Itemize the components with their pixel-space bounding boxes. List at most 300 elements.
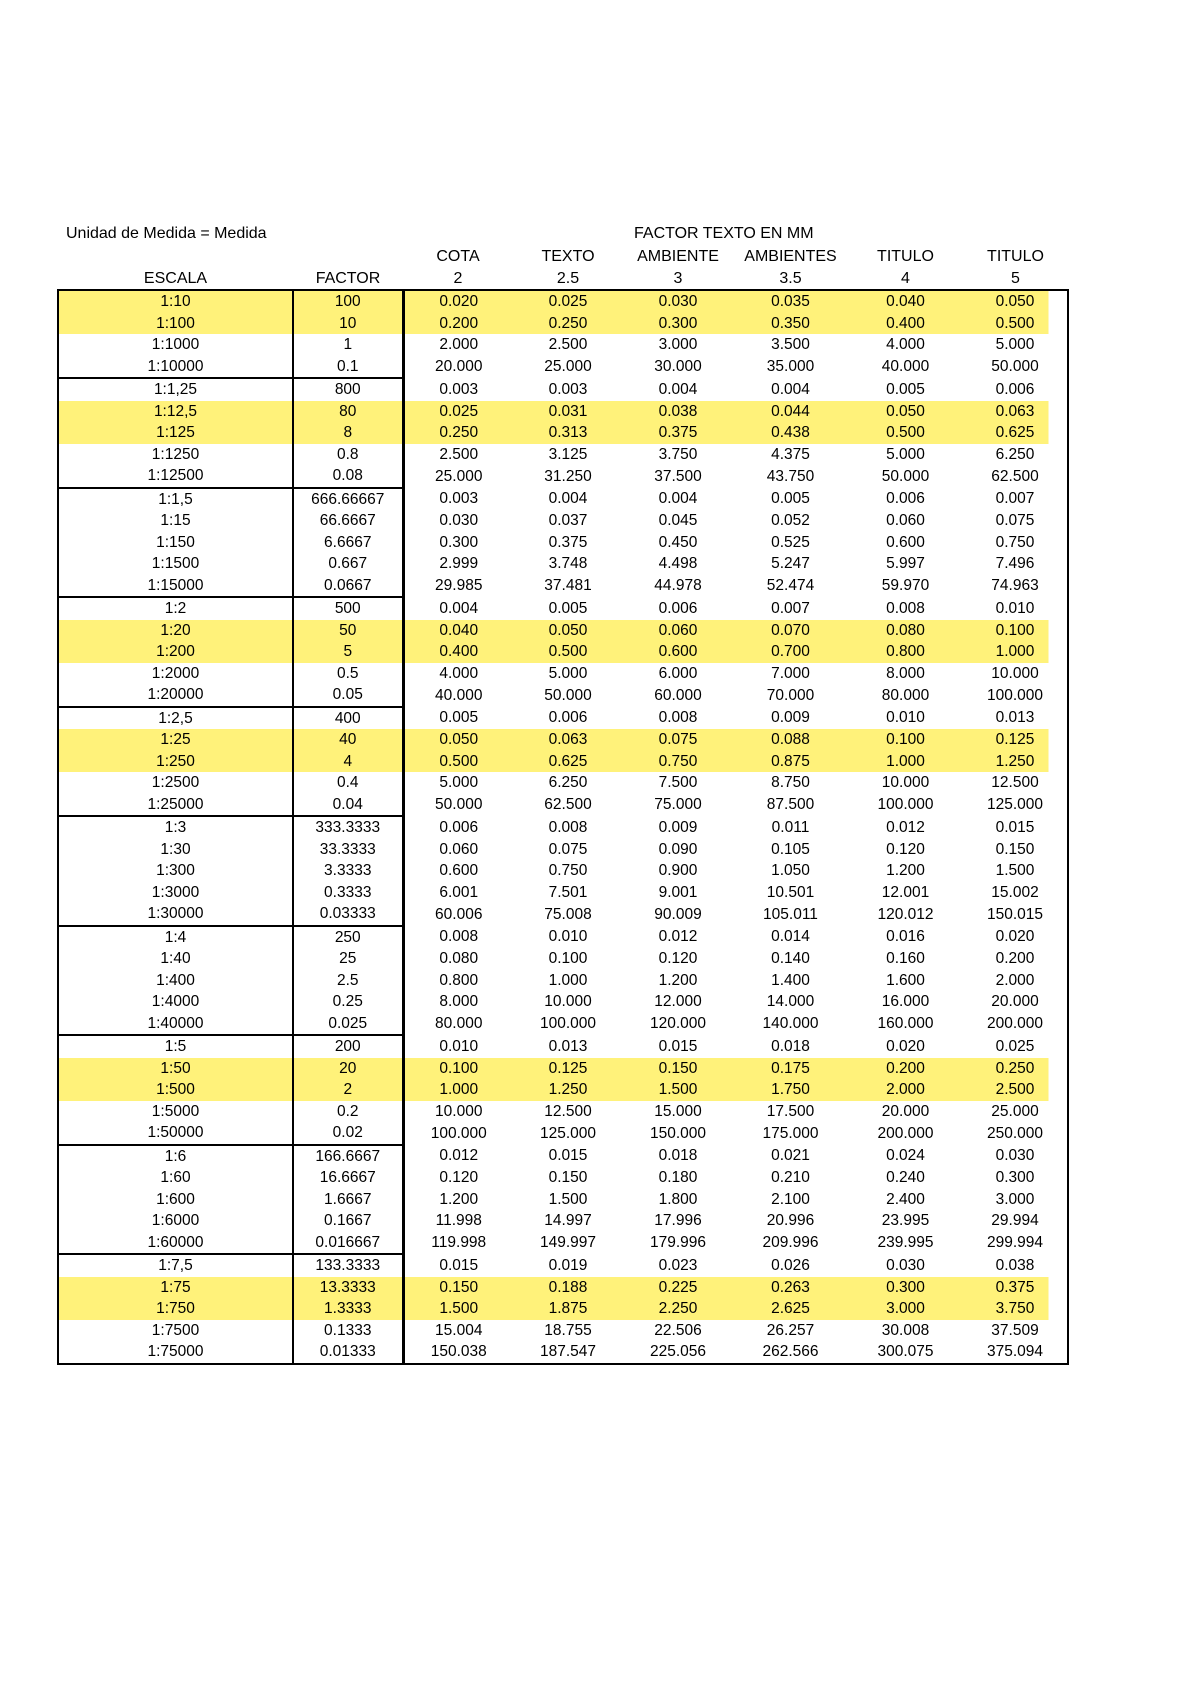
titulo5-cell: 0.010: [963, 597, 1068, 620]
titulo5-cell: 0.150: [963, 839, 1068, 861]
table-row: [58, 597, 1068, 620]
table-row: [58, 510, 1068, 532]
escala-cell: 1:12,5: [58, 401, 293, 423]
ambiente-cell: 0.600: [623, 641, 733, 663]
ambientes-cell: 0.007: [771, 599, 810, 617]
factor-cell: 10: [293, 313, 403, 335]
escala-cell: 1:2000: [58, 663, 293, 685]
titulo4-cell: 0.300: [848, 1277, 963, 1299]
titulo5-cell: 1.500: [963, 860, 1068, 882]
escala-cell: 1:60: [58, 1167, 293, 1189]
table-row: [58, 641, 1068, 663]
ambientes-cell: 10.501: [766, 883, 815, 901]
table-row: [58, 422, 1068, 444]
texto-cell: 1.000: [548, 971, 588, 989]
ambientes-cell: 3.500: [771, 336, 810, 354]
ambientes-cell: 105.011: [763, 905, 818, 923]
ambientes-cell: 0.035: [733, 290, 848, 313]
cota-cell: 2.999: [439, 555, 479, 573]
table-row: [58, 970, 1068, 992]
cota-cell: 0.006: [439, 818, 479, 836]
escala-cell: 1:10: [58, 290, 293, 313]
table-row: [58, 1277, 1068, 1299]
escala-cell: 1:150: [58, 532, 293, 554]
titulo5-cell: 0.300: [963, 1167, 1068, 1189]
cota-cell: 80.000: [435, 1015, 483, 1033]
cota-cell: 0.800: [439, 971, 479, 989]
escala-cell: 1:40000: [58, 1013, 293, 1036]
ambientes-cell: 14.000: [766, 993, 815, 1011]
escala-cell: 1:25: [58, 729, 293, 751]
table-row: [58, 620, 1068, 642]
escala-cell: 1:25000: [58, 794, 293, 817]
header-factor: FACTOR: [315, 269, 381, 287]
factor-title: FACTOR TEXTO EN MM: [634, 225, 814, 242]
factor-cell: 250: [293, 926, 403, 949]
table-row: [58, 313, 1068, 335]
texto-cell: 62.500: [544, 796, 592, 814]
escala-cell: 1:300: [58, 860, 293, 882]
texto-cell: 1.500: [548, 1190, 588, 1208]
titulo5-cell: 5.000: [963, 334, 1068, 356]
ambientes-cell: 1.050: [771, 862, 810, 880]
ambientes-cell: 0.140: [771, 950, 810, 968]
ambiente-cell: 90.009: [654, 905, 702, 923]
table-row: [58, 356, 1068, 379]
cota-cell: 50.000: [435, 796, 483, 814]
texto-cell: 0.050: [513, 620, 623, 642]
cota-cell: 0.200: [403, 313, 513, 335]
titulo5-cell: 0.007: [963, 488, 1068, 511]
table-row: [58, 839, 1068, 861]
factor-cell: 5: [293, 641, 403, 663]
ambientes-cell: 140.000: [762, 1015, 819, 1033]
escala-cell: 1:50000: [58, 1122, 293, 1145]
factor-cell: 20: [293, 1058, 403, 1080]
titulo5-cell: 375.094: [963, 1341, 1068, 1364]
table-row: [58, 290, 1068, 313]
ambiente-cell: 179.996: [649, 1234, 707, 1252]
table-row: [58, 1320, 1068, 1342]
header-size: 3.5: [779, 269, 802, 287]
header-escala: ESCALA: [143, 269, 208, 287]
titulo5-cell: 6.250: [963, 444, 1068, 466]
table-row: [58, 684, 1068, 707]
titulo5-cell: 10.000: [963, 663, 1068, 685]
titulo5-cell: 0.063: [963, 401, 1068, 423]
ambientes-cell: 70.000: [766, 686, 815, 704]
cota-cell: 4.000: [439, 664, 479, 682]
titulo5-cell: 7.496: [963, 553, 1068, 575]
table-row: [58, 1167, 1068, 1189]
ambientes-cell: 7.000: [771, 664, 810, 682]
ambientes-cell: 209.996: [762, 1234, 819, 1252]
header-cota: COTA: [436, 248, 480, 266]
cota-cell: 119.998: [431, 1234, 487, 1252]
titulo4-cell: 3.000: [848, 1298, 963, 1320]
titulo4-cell: 50.000: [881, 467, 930, 485]
titulo4-cell: 0.240: [886, 1169, 925, 1187]
texto-cell: 31.250: [544, 467, 592, 485]
ambiente-cell: 0.300: [623, 313, 733, 335]
header-size: 2: [453, 269, 463, 287]
cota-cell: 1.200: [439, 1190, 479, 1208]
ambiente-cell: 150.000: [649, 1124, 707, 1142]
ambientes-cell: 0.021: [771, 1147, 810, 1165]
escala-cell: 1:15: [58, 510, 293, 532]
factor-cell: 0.03333: [293, 903, 403, 926]
texto-cell: 0.188: [513, 1277, 623, 1299]
texto-cell: 0.100: [548, 950, 588, 968]
titulo4-cell: 0.006: [886, 490, 925, 508]
ambiente-cell: 17.996: [654, 1212, 702, 1230]
ambientes-cell: 0.014: [771, 928, 810, 946]
header-texto: TEXTO: [541, 248, 595, 266]
ambiente-cell: 1.200: [658, 971, 698, 989]
ambientes-cell: 0.875: [733, 751, 848, 773]
cota-cell: 150.038: [403, 1341, 513, 1364]
titulo4-cell: 0.005: [886, 380, 925, 398]
cota-cell: 0.300: [439, 533, 479, 551]
ambientes-cell: 43.750: [766, 467, 815, 485]
ambientes-cell: 17.500: [766, 1102, 815, 1120]
titulo4-cell: 23.995: [881, 1212, 930, 1230]
ambientes-cell: 0.105: [771, 840, 810, 858]
titulo5-cell: 0.038: [963, 1254, 1068, 1277]
table-row: [58, 729, 1068, 751]
escala-cell: 1:75: [58, 1277, 293, 1299]
ambientes-cell: 262.566: [733, 1341, 848, 1364]
escala-cell: 1:50: [58, 1058, 293, 1080]
cota-cell: 40.000: [435, 686, 483, 704]
cota-cell: 0.003: [439, 490, 479, 508]
titulo4-cell: 2.400: [886, 1190, 925, 1208]
header-size: 3: [673, 269, 683, 287]
escala-cell: 1:40: [58, 948, 293, 970]
factor-cell: 0.8: [293, 444, 403, 466]
escala-cell: 1:30000: [58, 903, 293, 926]
escala-cell: 1:10000: [58, 356, 293, 379]
ambientes-cell: 26.257: [766, 1321, 815, 1339]
cota-cell: 8.000: [439, 993, 479, 1011]
ambiente-cell: 0.180: [658, 1169, 698, 1187]
cota-cell: 100.000: [430, 1124, 487, 1142]
table-row: [58, 707, 1068, 730]
factor-cell: 3.3333: [293, 860, 403, 882]
table-row: [58, 1298, 1068, 1320]
ambientes-cell: 2.625: [733, 1298, 848, 1320]
titulo4-cell: 1.200: [886, 862, 925, 880]
titulo5-cell: 0.100: [963, 620, 1068, 642]
header-size: 5: [1011, 269, 1020, 287]
table-row: [58, 1058, 1068, 1080]
ambientes-cell: 2.100: [771, 1190, 810, 1208]
factor-cell: 400: [293, 707, 403, 730]
titulo5-cell: 0.125: [963, 729, 1068, 751]
cota-cell: 60.006: [435, 905, 483, 923]
escala-cell: 1:6: [58, 1145, 293, 1168]
titulo4-cell: 0.020: [886, 1037, 925, 1055]
texto-cell: 0.008: [548, 818, 588, 836]
escala-cell: 1:5: [58, 1035, 293, 1058]
titulo5-cell: 299.994: [963, 1232, 1068, 1255]
escala-cell: 1:20: [58, 620, 293, 642]
ambiente-cell: 22.506: [654, 1321, 702, 1339]
titulo4-cell: 0.160: [886, 950, 925, 968]
titulo4-cell: 0.500: [848, 422, 963, 444]
factor-cell: 500: [293, 597, 403, 620]
ambientes-cell: 0.438: [733, 422, 848, 444]
escala-cell: 1:30: [58, 839, 293, 861]
ambiente-cell: 0.008: [658, 709, 698, 727]
ambiente-cell: 0.018: [658, 1147, 698, 1165]
texto-cell: 0.003: [548, 380, 588, 398]
titulo5-cell: 250.000: [963, 1122, 1068, 1145]
table-row: [58, 1101, 1068, 1123]
ambiente-cell: 0.060: [623, 620, 733, 642]
ambiente-cell: 75.000: [654, 796, 702, 814]
factor-cell: 0.25: [293, 991, 403, 1013]
cota-cell: 10.000: [435, 1102, 483, 1120]
factor-cell: 0.1667: [293, 1210, 403, 1232]
escala-cell: 1:1000: [58, 334, 293, 356]
ambiente-cell: 6.000: [658, 664, 698, 682]
titulo4-cell: 2.000: [848, 1079, 963, 1101]
ambiente-cell: 0.012: [658, 928, 698, 946]
factor-cell: 6.6667: [293, 532, 403, 554]
header-row-names: [58, 246, 1068, 268]
ambiente-cell: 0.750: [623, 751, 733, 773]
titulo5-cell: 3.750: [963, 1298, 1068, 1320]
escala-cell: 1:1250: [58, 444, 293, 466]
ambientes-cell: 0.009: [771, 709, 810, 727]
ambientes-cell: 0.018: [771, 1037, 810, 1055]
factor-cell: 0.025: [293, 1013, 403, 1036]
ambiente-cell: 37.500: [654, 467, 702, 485]
table-row: [58, 465, 1068, 488]
titulo4-cell: 120.012: [877, 905, 934, 923]
titulo4-cell: 0.030: [886, 1256, 925, 1274]
factor-cell: 33.3333: [293, 839, 403, 861]
factor-cell: 133.3333: [293, 1254, 403, 1277]
table-row: [58, 1189, 1068, 1211]
header-size: 4: [901, 269, 910, 287]
ambiente-cell: 0.004: [658, 490, 698, 508]
ambientes-cell: 52.474: [766, 577, 815, 595]
ambientes-cell: 1.750: [733, 1079, 848, 1101]
table-row: [58, 334, 1068, 356]
escala-cell: 1:125: [58, 422, 293, 444]
escala-cell: 1:7500: [58, 1320, 293, 1342]
texto-cell: 100.000: [539, 1015, 597, 1033]
header-ambientes: AMBIENTES: [744, 248, 837, 266]
escala-cell: 1:750: [58, 1298, 293, 1320]
escala-cell: 1:3: [58, 816, 293, 839]
texto-cell: 0.063: [513, 729, 623, 751]
texto-cell: 25.000: [544, 358, 592, 376]
titulo5-cell: 62.500: [963, 465, 1068, 488]
titulo5-cell: 0.015: [963, 816, 1068, 839]
ambientes-cell: 0.052: [771, 512, 810, 530]
texto-cell: 7.501: [548, 883, 588, 901]
escala-cell: 1:3000: [58, 882, 293, 904]
texto-cell: 125.000: [539, 1124, 597, 1142]
cota-cell: 0.080: [439, 950, 479, 968]
factor-cell: 50: [293, 620, 403, 642]
texto-cell: 1.875: [513, 1298, 623, 1320]
texto-cell: 0.375: [548, 533, 588, 551]
table-row: [58, 553, 1068, 575]
texto-cell: 0.625: [513, 751, 623, 773]
factor-cell: 8: [293, 422, 403, 444]
titulo5-cell: 125.000: [963, 794, 1068, 817]
ambiente-cell: 3.000: [658, 336, 698, 354]
ambiente-cell: 120.000: [649, 1015, 707, 1033]
cota-cell: 0.150: [403, 1277, 513, 1299]
cota-cell: 0.250: [403, 422, 513, 444]
header-ambiente: AMBIENTE: [637, 248, 719, 266]
cota-cell: 0.100: [403, 1058, 513, 1080]
ambientes-cell: 0.005: [771, 490, 810, 508]
texto-cell: 0.005: [548, 599, 588, 617]
table-row: [58, 816, 1068, 839]
cota-cell: 0.015: [439, 1256, 479, 1274]
ambiente-cell: 44.978: [654, 577, 702, 595]
factor-cell: 0.08: [293, 465, 403, 488]
cota-cell: 0.060: [439, 840, 479, 858]
escala-cell: 1:75000: [58, 1341, 293, 1364]
header-cell: [58, 246, 293, 268]
titulo4-cell: 0.012: [886, 818, 925, 836]
titulo4-cell: 0.060: [886, 512, 925, 530]
escala-cell: 1:250: [58, 751, 293, 773]
ambientes-cell: 35.000: [766, 358, 815, 376]
titulo5-cell: 0.050: [963, 290, 1068, 313]
texto-cell: 0.037: [548, 512, 588, 530]
titulo5-cell: 12.500: [963, 772, 1068, 794]
factor-cell: 1: [293, 334, 403, 356]
titulo5-cell: 0.750: [963, 532, 1068, 554]
titulo5-cell: 1.000: [963, 641, 1068, 663]
escala-cell: 1:500: [58, 1079, 293, 1101]
titulo4-cell: 0.080: [848, 620, 963, 642]
table-row: [58, 1035, 1068, 1058]
cota-cell: 0.040: [403, 620, 513, 642]
cota-cell: 0.600: [439, 862, 479, 880]
titulo4-cell: 4.000: [886, 336, 925, 354]
escala-cell: 1:1,5: [58, 488, 293, 511]
texto-cell: 5.000: [548, 664, 588, 682]
cota-cell: 2.500: [439, 445, 479, 463]
titulo5-cell: 0.250: [963, 1058, 1068, 1080]
texto-cell: 0.150: [548, 1169, 588, 1187]
titulo5-cell: 74.963: [963, 575, 1068, 598]
ambientes-cell: 0.004: [771, 380, 810, 398]
texto-cell: 0.500: [513, 641, 623, 663]
cota-cell: 1.000: [403, 1079, 513, 1101]
cota-cell: 0.050: [403, 729, 513, 751]
ambiente-cell: 0.023: [658, 1256, 698, 1274]
texto-cell: 6.250: [548, 774, 588, 792]
titulo4-cell: 0.120: [886, 840, 925, 858]
cota-cell: 20.000: [435, 358, 483, 376]
factor-cell: 13.3333: [293, 1277, 403, 1299]
escala-cell: 1:7,5: [58, 1254, 293, 1277]
titulo5-cell: 25.000: [963, 1101, 1068, 1123]
ambiente-cell: 0.045: [658, 512, 698, 530]
texto-cell: 0.004: [548, 490, 588, 508]
ambientes-cell: 175.000: [762, 1124, 819, 1142]
titulo5-cell: 3.000: [963, 1189, 1068, 1211]
titulo4-cell: 300.075: [848, 1341, 963, 1364]
ambiente-cell: 60.000: [654, 686, 702, 704]
ambientes-cell: 0.026: [771, 1256, 810, 1274]
titulo4-cell: 0.200: [848, 1058, 963, 1080]
ambiente-cell: 2.250: [623, 1298, 733, 1320]
ambientes-cell: 8.750: [771, 774, 810, 792]
table-row: [58, 1254, 1068, 1277]
escala-cell: 1:5000: [58, 1101, 293, 1123]
texto-cell: 0.019: [548, 1256, 588, 1274]
texto-cell: 0.010: [548, 928, 588, 946]
texto-cell: 14.997: [544, 1212, 592, 1230]
factor-cell: 25: [293, 948, 403, 970]
titulo4-cell: 0.008: [886, 599, 925, 617]
texto-cell: 3.125: [548, 445, 588, 463]
factor-cell: 0.1: [293, 356, 403, 379]
ambientes-cell: 0.044: [733, 401, 848, 423]
ambiente-cell: 0.375: [623, 422, 733, 444]
factor-cell: 0.4: [293, 772, 403, 794]
texto-cell: 0.125: [513, 1058, 623, 1080]
unit-label: Unidad de Medida = Medida: [66, 225, 267, 242]
texto-cell: 18.755: [544, 1321, 592, 1339]
cota-cell: 25.000: [435, 467, 483, 485]
titulo5-cell: 2.000: [963, 970, 1068, 992]
factor-cell: 4: [293, 751, 403, 773]
escala-cell: 1:4: [58, 926, 293, 949]
table-row: [58, 532, 1068, 554]
titulo4-cell: 239.995: [877, 1234, 934, 1252]
ambiente-cell: 0.900: [658, 862, 698, 880]
titulo5-cell: 0.625: [963, 422, 1068, 444]
table-row: [58, 1122, 1068, 1145]
texto-cell: 1.250: [513, 1079, 623, 1101]
ambientes-cell: 0.088: [733, 729, 848, 751]
factor-cell: 0.1333: [293, 1320, 403, 1342]
cota-cell: 0.004: [439, 599, 479, 617]
scale-factor-table: [57, 246, 1069, 1365]
titulo4-cell: 0.010: [886, 709, 925, 727]
titulo4-cell: 1.600: [886, 971, 925, 989]
factor-cell: 0.05: [293, 684, 403, 707]
cota-cell: 0.003: [439, 380, 479, 398]
texto-cell: 0.025: [513, 290, 623, 313]
cota-cell: 0.120: [439, 1169, 479, 1187]
table-row: [58, 1210, 1068, 1232]
table-row: [58, 401, 1068, 423]
escala-cell: 1:200: [58, 641, 293, 663]
header-row-values: [58, 268, 1068, 291]
titulo5-cell: 20.000: [963, 991, 1068, 1013]
table-row: [58, 575, 1068, 598]
table-row: [58, 1145, 1068, 1168]
texto-cell: 75.008: [544, 905, 592, 923]
table-row: [58, 772, 1068, 794]
titulo5-cell: 0.375: [963, 1277, 1068, 1299]
ambiente-cell: 225.056: [623, 1341, 733, 1364]
texto-cell: 0.313: [513, 422, 623, 444]
